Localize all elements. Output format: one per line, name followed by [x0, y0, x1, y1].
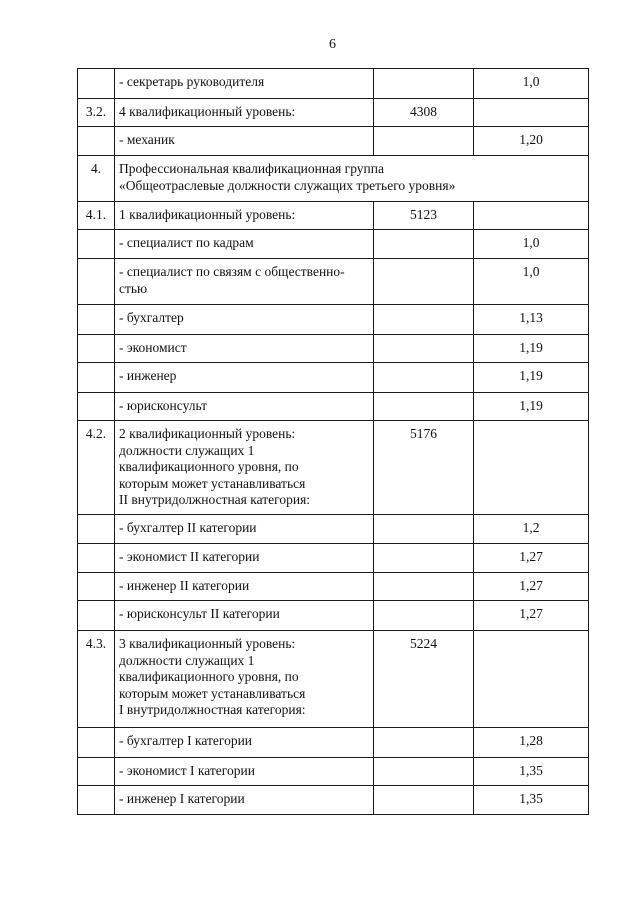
coefficient-cell: 1,0	[474, 69, 589, 99]
row-number-cell	[78, 601, 115, 631]
row-number-cell	[78, 728, 115, 758]
position-name-cell: - секретарь руководителя	[115, 69, 374, 99]
table-row	[78, 515, 589, 544]
coefficient-cell: 1,35	[474, 786, 589, 815]
table-row	[78, 259, 589, 305]
row-number-cell	[78, 573, 115, 601]
coefficient-cell	[474, 421, 589, 515]
table-row	[78, 305, 589, 335]
position-name-cell: - специалист по связям с общественно- стью	[115, 259, 374, 305]
position-name-cell: - юрисконсульт	[115, 393, 374, 421]
coefficient-cell: 1,0	[474, 230, 589, 259]
row-number-cell	[78, 544, 115, 573]
table-row	[78, 393, 589, 421]
table-row	[78, 230, 589, 259]
coefficient-cell: 1,28	[474, 728, 589, 758]
table-row	[78, 421, 589, 515]
code-cell	[374, 786, 474, 815]
position-name-cell: - механик	[115, 127, 374, 156]
position-name-cell: - юрисконсульт II категории	[115, 601, 374, 631]
row-number-cell	[78, 758, 115, 786]
coefficient-cell: 1,27	[474, 544, 589, 573]
code-cell	[374, 335, 474, 363]
table-row	[78, 631, 589, 728]
position-name-cell: - экономист II категории	[115, 544, 374, 573]
coefficient-cell: 1,19	[474, 335, 589, 363]
code-cell	[374, 515, 474, 544]
row-number-cell: 4.1.	[78, 202, 115, 230]
row-number-cell	[78, 515, 115, 544]
position-name-cell: - экономист I категории	[115, 758, 374, 786]
code-cell	[374, 758, 474, 786]
position-name-cell: - бухгалтер	[115, 305, 374, 335]
table-row	[78, 758, 589, 786]
code-cell	[374, 601, 474, 631]
table-row	[78, 202, 589, 230]
table-row	[78, 728, 589, 758]
row-number-cell: 3.2.	[78, 99, 115, 127]
row-number-cell	[78, 230, 115, 259]
position-name-cell: 3 квалификационный уровень: должности служащих 1 квалификационного уровня, по которым может устанавливаться I внутридолжностная категория:	[115, 631, 374, 728]
row-number-cell	[78, 363, 115, 393]
position-name-cell: 2 квалификационный уровень: должности служащих 1 квалификационного уровня, по которым может устанавливаться II внутридолжностная категория:	[115, 421, 374, 515]
table-row	[78, 573, 589, 601]
position-name-cell: - экономист	[115, 335, 374, 363]
coefficient-cell: 1,19	[474, 363, 589, 393]
qualification-table	[77, 68, 589, 815]
row-number-cell: 4.3.	[78, 631, 115, 728]
row-number-cell	[78, 127, 115, 156]
table-row	[78, 335, 589, 363]
code-cell	[374, 393, 474, 421]
position-name-cell: - инженер I категории	[115, 786, 374, 815]
table-row	[78, 601, 589, 631]
row-number-cell	[78, 786, 115, 815]
row-number-cell: 4.2.	[78, 421, 115, 515]
coefficient-cell: 1,27	[474, 573, 589, 601]
row-number-cell	[78, 259, 115, 305]
position-name-cell: - инженер	[115, 363, 374, 393]
code-cell: 5224	[374, 631, 474, 728]
coefficient-cell	[474, 202, 589, 230]
coefficient-cell: 1,13	[474, 305, 589, 335]
position-name-cell: - инженер II категории	[115, 573, 374, 601]
table-row	[78, 786, 589, 815]
code-cell	[374, 127, 474, 156]
coefficient-cell: 1,19	[474, 393, 589, 421]
coefficient-cell: 1,2	[474, 515, 589, 544]
page-number: 6	[329, 37, 336, 52]
row-number-cell	[78, 335, 115, 363]
position-name-cell: 4 квалификационный уровень:	[115, 99, 374, 127]
code-cell	[374, 259, 474, 305]
position-name-cell: 1 квалификационный уровень:	[115, 202, 374, 230]
code-cell	[374, 573, 474, 601]
table-row	[78, 69, 589, 99]
table-row	[78, 544, 589, 573]
coefficient-cell: 1,27	[474, 601, 589, 631]
coefficient-cell: 1,20	[474, 127, 589, 156]
coefficient-cell: 1,0	[474, 259, 589, 305]
code-cell	[374, 69, 474, 99]
code-cell: 4308	[374, 99, 474, 127]
coefficient-cell	[474, 631, 589, 728]
row-number-cell: 4.	[78, 156, 115, 202]
position-name-cell: - специалист по кадрам	[115, 230, 374, 259]
row-number-cell	[78, 305, 115, 335]
code-cell	[374, 305, 474, 335]
table-row	[78, 127, 589, 156]
row-number-cell	[78, 393, 115, 421]
code-cell	[374, 728, 474, 758]
code-cell	[374, 363, 474, 393]
coefficient-cell: 1,35	[474, 758, 589, 786]
table-row	[78, 99, 589, 127]
row-number-cell	[78, 69, 115, 99]
coefficient-cell	[474, 99, 589, 127]
qualification-table-body	[78, 69, 589, 815]
code-cell	[374, 230, 474, 259]
code-cell: 5123	[374, 202, 474, 230]
code-cell	[374, 544, 474, 573]
code-cell: 5176	[374, 421, 474, 515]
table-row	[78, 363, 589, 393]
position-name-cell: - бухгалтер II категории	[115, 515, 374, 544]
table-row	[78, 156, 589, 202]
group-title-cell: Профессиональная квалификационная группа «Общеотраслевые должности служащих третьего уровня»	[115, 156, 589, 202]
position-name-cell: - бухгалтер I категории	[115, 728, 374, 758]
